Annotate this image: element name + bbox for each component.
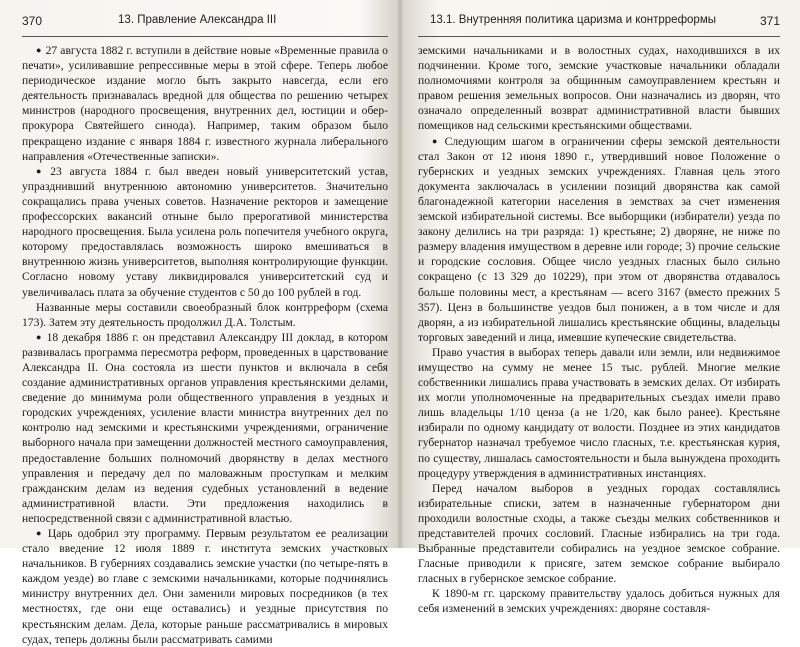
right-page: [402, 0, 800, 616]
paragraph-text: Перед началом выборов в уездных городах составлялись избирательные списки, затем в назначенные губернатором дни проходили волостные сходы, а также съезды мелких собственников и представителей прочих сословий. Гласные избирались на три года. Выбранные представители собирались на уездное земское собрание. Гласные приводили к присяге, затем земское собрание выбирало гласных в губернское земское собрание.: [418, 481, 780, 586]
paragraph: [418, 134, 780, 345]
left-page: [0, 0, 398, 646]
paragraph: [22, 164, 388, 300]
paragraph-text: земскими начальниками и в волостных судах, находившихся в их подчинении. Кроме того, земские участковые начальники обладали полномочиями контроля за общинным самоуправлением крестьян и правом решения земельных вопросов. Они назначались из дворян, что означало определенный возврат административной власти бывших помещиков над сельскими крестьянскими обществами.: [418, 44, 780, 133]
bullet-icon: ●: [432, 135, 441, 146]
paragraph-text: 23 августа 1884 г. был введен новый университетский устав, упразднивший внутреннюю автономию университетов. Значительно сокращались права ученых советов. Назначение ректоров и замещение профессорских вакансий отныне было прерогативой министерства народного просвещения. Была усилена роль попечителя учебного округа, которому предоставлялась возможность широко вмешиваться в внутреннюю жизнь университетов, выполняя контролирующие функции. Согласно новому уставу ликвидировался университетский суд и увеличивалась плата за обучение студентов с 50 до 100 рублей в год.: [22, 164, 388, 299]
page-number: 370: [22, 14, 43, 28]
paragraph-text: 18 декабря 1886 г. он представил Александру III доклад, в котором развивалась программа пересмотра реформ, проведенных в царствование Александра II. Она состояла из шести пунктов и включала в себя создание административных органов управления крестьянскими делами, сведение до минимума роли общественного управления в уездных и городских учреждениях, усиление власти министра внутренних дел по контролю над земскими и крестьянскими учреждениями, ограничение выборного начала при замещении должностей местного самоуправления, предоставление больших полномочий дворянству в делах местного управления и передачу дел по маловажным проступкам и мелким гражданским делам из ведения судебных установлений в ведение административной власти. Эти предложения находились в непосредственной связи с административной властью.: [22, 330, 388, 525]
paragraph: [418, 481, 780, 587]
right-page-body: [418, 43, 780, 617]
bullet-icon: ●: [36, 528, 44, 538]
paragraph: [22, 526, 388, 647]
paragraph: [418, 586, 780, 616]
paragraph-text: Право участия в выборах теперь давали или земли, или недвижимое имущество на сумму не менее 15 тыс. рублей. Многие мелкие собственники лишались права участвовать в земских делах. От избирать их могли уполномоченные на предварительных съездах имели право лишь владельцы 1/10 ценза (а не 1/20, как было ранее). Крестьяне избирали по одному кандидату от волости. Позднее из этих кандидатов губернатор назначал требуемое число гласных, т.е. крестьянская курия, по существу, лишалась самостоятельности и была вынуждена проходить процедуру утверждения в административных инстанциях.: [418, 345, 780, 480]
paragraph-text: Царь одобрил эту программу. Первым результатом ее реализации стало введение 12 июля 1889 г. института земских участковых начальников. В губерниях создавались земские участки (по четыре-пять в каждом уезде) во главе с земскими начальниками, которые подчинялись министру внутренних дел. Они заменили мировых посредников (в тех местностях, где они еще оставались) и уездные присутствия по крестьянским делам. Дела, которые раньше рассматривались в мировых судах, теперь должны были рассматривать самими: [22, 527, 388, 646]
running-head-title: 13.1. Внутренняя политика царизма и контрреформы: [430, 14, 717, 26]
paragraph-text: 27 августа 1882 г. вступили в действие новые «Временные правила о печати», усиливавшие репрессивные меры в этой сфере. Теперь любое периодическое издание могло быть закрыто навсегда, если его деятельность признавалась вредной для общества по решению четырех министров (народного просвещения, внутренних дел, юстиции и обер-прокурора Святейшего синода). Например, таким образом было прекращено издание с января 1884 г. известного журнала либерального направления «Отечественные записки».: [22, 44, 388, 163]
paragraph: [418, 345, 780, 481]
paragraph: [418, 43, 780, 134]
paragraph: [22, 300, 388, 330]
paragraph: [22, 43, 388, 164]
paragraph-text: Названные меры составили своеобразный блок контрреформ (схема 173). Затем эту деятельность продолжил Д.А. Толстым.: [22, 300, 388, 329]
left-page-body: [22, 43, 388, 647]
running-head-title: 13. Правление Александра III: [118, 14, 277, 26]
page-number: 371: [759, 14, 780, 28]
paragraph-text: К 1890-м гг. царскому правительству удалось добиться нужных для себя изменений в земских учреждениях: дворяне составля-: [418, 587, 780, 616]
paragraph: [22, 330, 388, 526]
paragraph-text: Следующим шагом в ограничении сферы земской деятельности стал Закон от 12 июня 1890 г., утвердивший новое Положение о губернских и уездных земских учреждениях. Главная цель этого документа заключалась в усилении позиций дворянства как самой благонадежной категории населения в земствах за счет изменения земской избирательной системы. Все выборщики (избиратели) уезда по закону делились на три разряда: 1) крестьяне; 2) дворяне, не ниже по размеру владения имуществом в деревне или городе; 3) прочие сельские и городские сословия. Общее число уездных гласных было сильно сокращено (с 13 329 до 10229), при этом от дворянства отдавалось больше половины мест, а крестьянам — всего 3167 (вместо прежних 5 357). Ценз в большинстве уездов был понижен, а в том числе и для дворян, а из избирательной лишались крестьянские общины, владельцы торговых заведений и лица, имевшие купеческие свидетельства.: [418, 134, 780, 344]
bullet-icon: ●: [36, 165, 47, 176]
bullet-icon: ●: [36, 331, 43, 342]
running-head-left: [22, 14, 388, 37]
bullet-icon: ●: [36, 45, 42, 55]
running-head-right: [418, 14, 780, 37]
